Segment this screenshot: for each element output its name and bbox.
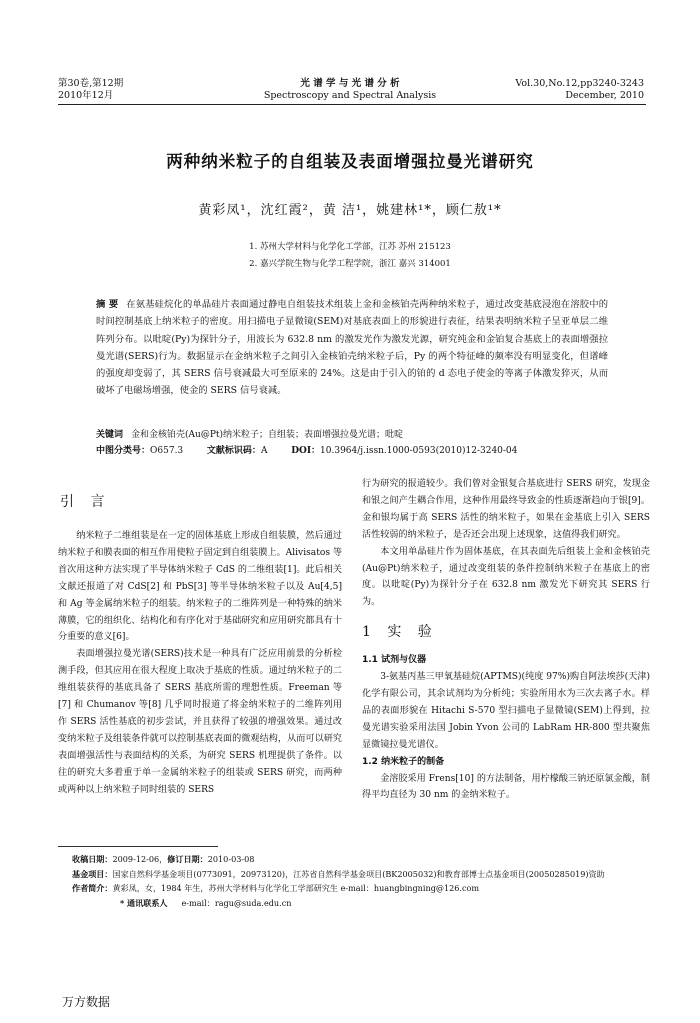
affiliation-1: 1. 苏州大学材料与化学化工学部，江苏 苏州 215123 — [249, 242, 451, 252]
revised-date: 2010-03-08 — [207, 854, 255, 864]
revised-label: 修订日期： — [167, 854, 208, 864]
paragraph: 行为研究的报道较少。我们曾对金银复合基底进行 SERS 研究，发现金和银之间产生耦合作用，这种作用最终导致金的性质逐渐趋向于银[9]。金和银均属于高 SERS 活性的纳米粒子，如果在金基底上引入 SERS 活性较弱的纳米粒子，是否还会出现上述现象，这值得我们研究。 — [362, 479, 650, 540]
footnote-rule — [58, 846, 218, 847]
paragraph: 本文用单晶硅片作为固体基底，在其表面先后组装上金和金核铂壳(Au@Pt)纳米粒子，通过改变组装的条件控制纳米粒子在基底上的密度。以吡啶(Py)为探针分子在 632.8 nm 激发光下研究其 SERS 行为。 — [362, 546, 650, 608]
bio-label: 作者简介： — [72, 883, 113, 893]
author-list: 黄彩凤¹，沈红霞²，黄 洁¹，姚建林¹*，顾仁敖¹* — [198, 203, 502, 218]
clc-label: 中图分类号： — [96, 446, 151, 456]
subsection-1-1-heading: 1.1 试剂与仪器 — [362, 655, 427, 666]
subsection-1-2-heading: 1.2 纳米粒子的制备 — [362, 756, 445, 767]
header-date-cn: 2010年12月 — [58, 90, 114, 101]
fund-label: 基金项目： — [72, 868, 113, 879]
doc-code-value: A — [260, 446, 268, 456]
footnote-fund — [72, 867, 650, 882]
corresponding-label: * 通讯联系人 — [120, 897, 168, 908]
bio-text: 黄彩凤，女，1984 年生，苏州大学材料与化学化工学部研究生 e-mail：huangbingning@126.com — [112, 883, 480, 893]
footnote-corresponding — [72, 896, 650, 911]
keywords — [96, 428, 608, 442]
fund-text: 国家自然科学基金项目(0773091，20973120)，江苏省自然科学基金项目(BK2005032)和教育部博士点基金项目(20050285019)资助 — [112, 868, 605, 879]
section-experiment-heading: 1 实 验 — [362, 624, 438, 641]
clc-value: O657.3 — [150, 446, 184, 456]
keywords-text: 金和金核铂壳(Au@Pt)纳米粒子；自组装；表面增强拉曼光谱；吡啶 — [131, 430, 404, 440]
keywords-label: 关键词 — [96, 430, 124, 440]
paragraph: 金溶胶采用 Frens[10] 的方法制备，用柠檬酸三钠还原氯金酸，制得平均直径为 30 nm 的金纳米粒子。 — [362, 773, 650, 801]
doc-code-label: 文献标识码： — [206, 446, 261, 456]
footnotes — [72, 852, 650, 910]
paragraph: 纳米粒子二维组装是在一定的固体基底上形成自组装膜，然后通过纳米粒子和膜表面的相互作用使粒子固定到自组装膜上。Alivisatos 等首次用这种方法实现了半导体纳米粒子 CdS 的二维组装[1]。此后相关文献还报道了对 CdS[2] 和 PbS[3] 等半导体纳米粒子以及 Au[4,5] 和 Ag 等金属纳米粒子的组装。纳米粒子的二维阵列是一种特殊的纳米薄膜，它的组织化、结构化和有序化对于基础研究和应用研究都具有十分重要的意义[6]。 — [58, 531, 342, 643]
paragraph: 3-氨基丙基三甲氧基硅烷(APTMS)(纯度 97%)购自阿法埃莎(天津)化学有限公司，其余试剂均为分析纯；实验所用水为三次去离子水。样品的表面形貌在 Hitachi S-570 型扫描电子显微镜(SEM)上得到，拉曼光谱实验采用法国 Jobin Yvon 公司的 LabRam HR-800 型共聚焦显微镜拉曼光谱仪。 — [362, 672, 650, 750]
footnote-dates — [72, 852, 650, 867]
abstract-label: 摘 要 — [96, 299, 119, 310]
header-date-en: December, 2010 — [565, 90, 644, 101]
abstract-text: 在氨基硅烷化的单晶硅片表面通过静电自组装技术组装上金和金核铂壳两种纳米粒子，通过改变基底浸泡在溶胶中的时间控制基底上纳米粒子的密度。用扫描电子显微镜(SEM)对基底表面上的形貌进行表征，结果表明纳米粒子呈亚单层二维阵列分布。以吡啶(Py)为探针分子，用波长为 632.8 nm 的激发光作为激发光源，研究纯金和金铂复合基底上的表面增强拉曼光谱(SERS)行为。数据显示在金纳米粒子之间引入金核铂壳纳米粒子后，Py 的两个特征峰的频率没有明显变化，但谱峰的强度却变弱了，其 SERS 信号衰减最大可至原来的 24%。这是由于引入的铂的 d 态电子使金的等离子体激发猝灭，从而破坏了电磁场增强，使金的 SERS 信号衰减。 — [96, 299, 608, 397]
journal-title-cn: 光 谱 学 与 光 谱 分 析 — [300, 78, 400, 89]
affiliation-2: 2. 嘉兴学院生物与化学工程学院，浙江 嘉兴 314001 — [249, 259, 451, 269]
footnote-author-bio — [72, 881, 650, 896]
header-volume-en: Vol.30,No.12,pp3240-3243 — [515, 78, 644, 89]
header-rule — [58, 104, 646, 105]
right-column — [362, 476, 650, 804]
watermark: 万方数据 — [62, 995, 111, 1009]
header-volume-cn: 第30卷,第12期 — [58, 78, 124, 89]
doi-label: DOI： — [291, 446, 321, 456]
received-date: 2009-12-06， — [112, 854, 168, 864]
paper-title: 两种纳米粒子的自组装及表面增强拉曼光谱研究 — [166, 152, 534, 171]
doi-value: 10.3964/j.issn.1000-0593(2010)12-3240-04 — [320, 446, 518, 456]
journal-title-en: Spectroscopy and Spectral Analysis — [263, 90, 437, 101]
received-label: 收稿日期： — [72, 854, 113, 864]
paragraph: 表面增强拉曼光谱(SERS)技术是一种具有广泛应用前景的分析检测手段，但其应用在很大程度上取决于基底的性质。通过纳米粒子的二维组装获得的基底具备了 SERS 基底所需的理想性质。Freeman 等[7] 和 Chumanov 等[8] 几乎同时报道了将金纳米粒子的二维阵列用作 SERS 活性基底的初步尝试，并且获得了较强的增强效果。通过改变纳米粒子及组装条件就可以控制基底表面的微观结构，从而可以研究表面增强活性与表面结构的关系，为研究 SERS 机理提供了条件。以往的研究大多着重于单一金属纳米粒子的组装或 SERS 研究，而两种或两种以上纳米粒子同时组装的 SERS — [58, 649, 342, 795]
intro-heading: 引 言 — [60, 494, 111, 510]
classification — [96, 444, 608, 458]
corresponding-email: e-mail：ragu@suda.edu.cn — [181, 897, 292, 908]
header-pages — [515, 78, 644, 102]
abstract — [96, 296, 608, 400]
left-column — [58, 528, 342, 799]
